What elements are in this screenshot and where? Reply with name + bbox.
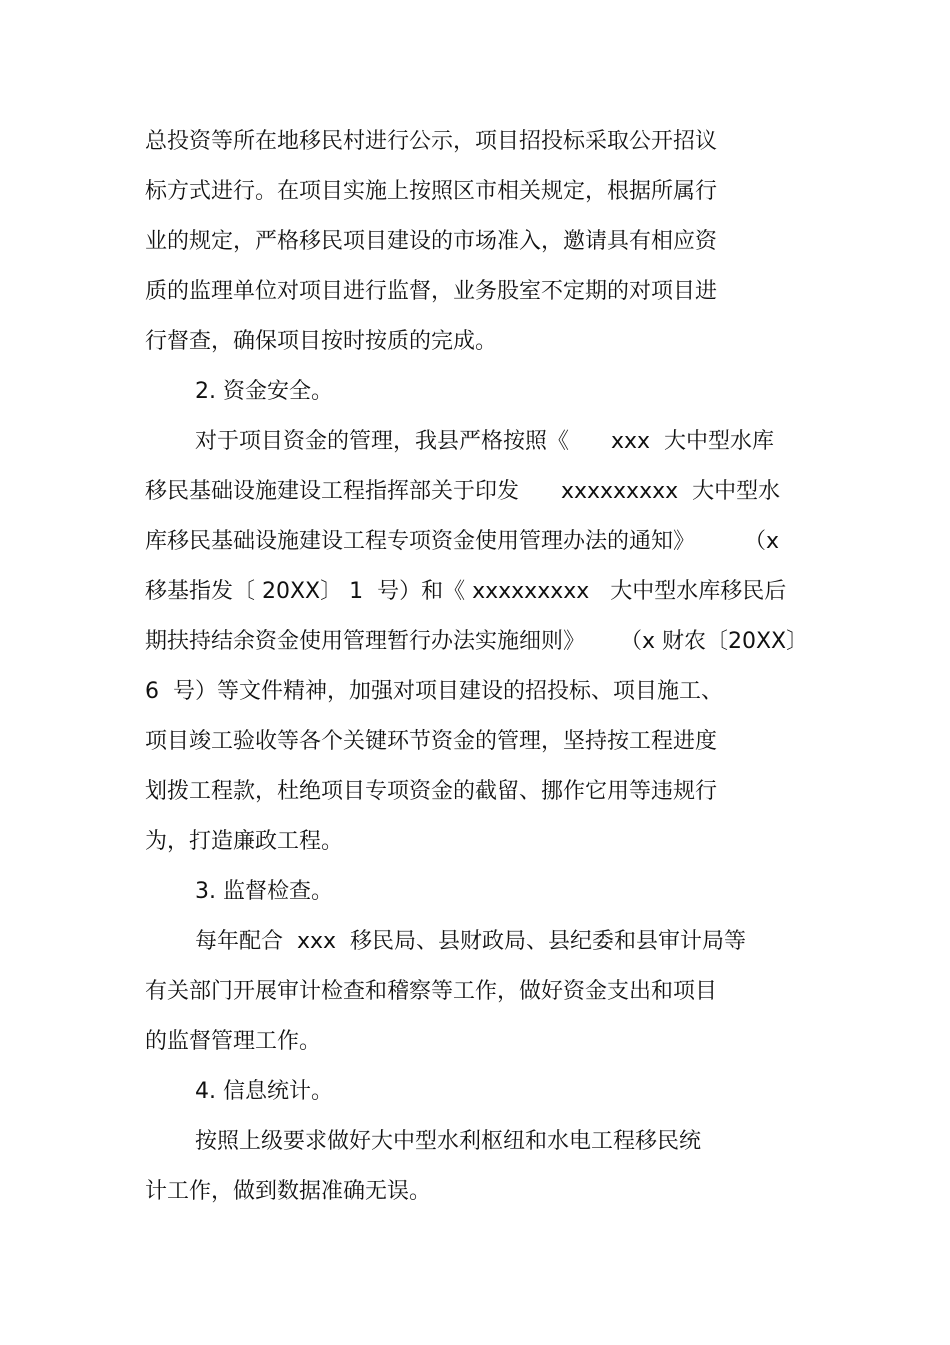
text-line: 每年配合 xxx 移民局、县财政局、县纪委和县审计局等 bbox=[195, 929, 747, 954]
text-line: 业的规定，严格移民项目建设的市场准入，邀请具有相应资 bbox=[145, 229, 718, 254]
text-line: 期扶持结余资金使用管理暂行办法实施细则》 （x 财农〔20XX〕 bbox=[145, 629, 809, 654]
text-line: 对于项目资金的管理，我县严格按照《 xxx 大中型水库 bbox=[195, 429, 775, 454]
text-line: 质的监理单位对项目进行监督，业务股室不定期的对项目进 bbox=[145, 279, 718, 304]
text-line: 标方式进行。在项目实施上按照区市相关规定，根据所属行 bbox=[145, 179, 718, 204]
section-heading: 2. 资金安全。 bbox=[195, 379, 333, 404]
text-line: 总投资等所在地移民村进行公示，项目招投标采取公开招议 bbox=[145, 129, 718, 154]
text-line: 库移民基础设施建设工程专项资金使用管理办法的通知》 （x bbox=[145, 529, 779, 554]
text-line: 计工作，做到数据准确无误。 bbox=[145, 1179, 432, 1204]
text-line: 6 号）等文件精神，加强对项目建设的招投标、项目施工、 bbox=[145, 679, 723, 704]
text-line: 的监督管理工作。 bbox=[145, 1029, 322, 1054]
text-line: 项目竣工验收等各个关键环节资金的管理，坚持按工程进度 bbox=[145, 729, 718, 754]
text-line: 为，打造廉政工程。 bbox=[145, 829, 344, 854]
section-heading: 4. 信息统计。 bbox=[195, 1079, 333, 1104]
text-line: 有关部门开展审计检查和稽察等工作，做好资金支出和项目 bbox=[145, 979, 718, 1004]
text-line: 划拨工程款，杜绝项目专项资金的截留、挪作它用等违规行 bbox=[145, 779, 718, 804]
text-line: 移基指发〔 20XX〕 1 号）和《 xxxxxxxxx 大中型水库移民后 bbox=[145, 579, 787, 604]
text-line: 按照上级要求做好大中型水利枢纽和水电工程移民统 bbox=[195, 1129, 702, 1154]
section-heading: 3. 监督检查。 bbox=[195, 879, 333, 904]
text-line: 行督查，确保项目按时按质的完成。 bbox=[145, 329, 498, 354]
text-line: 移民基础设施建设工程指挥部关于印发 xxxxxxxxx 大中型水 bbox=[145, 479, 781, 504]
